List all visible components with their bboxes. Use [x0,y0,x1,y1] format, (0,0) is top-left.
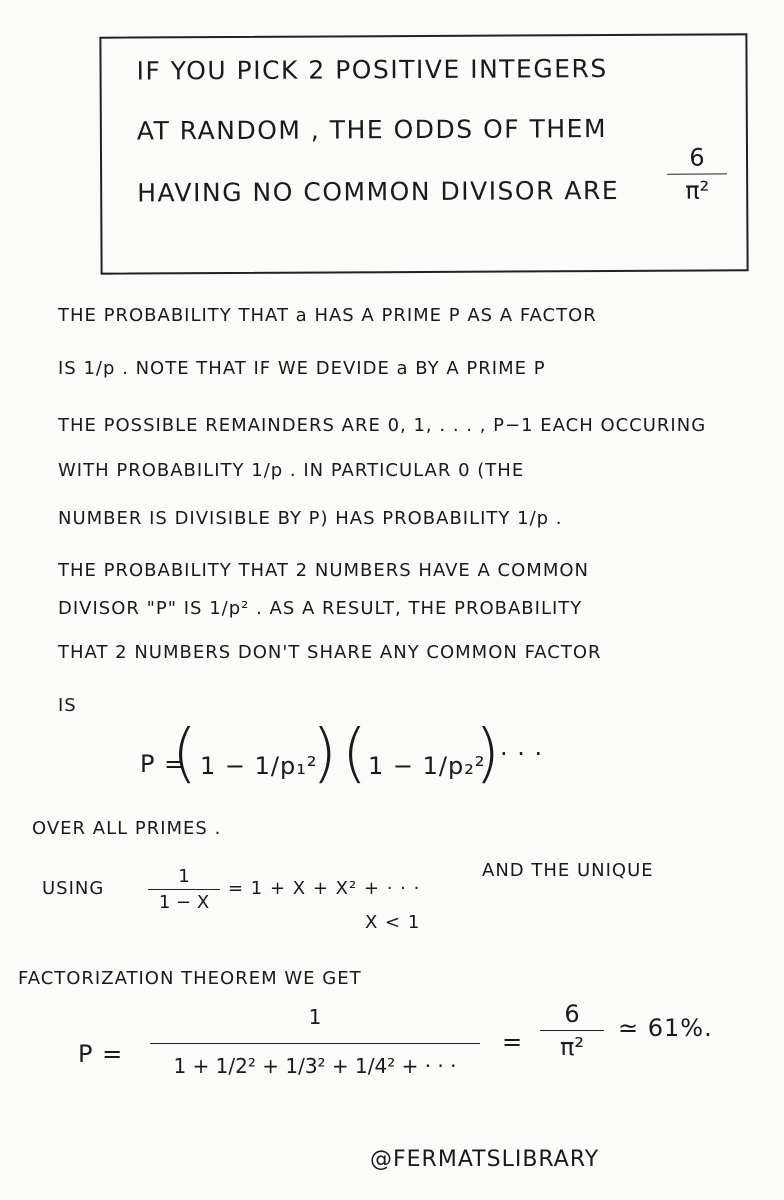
fraction-denominator: π² [685,176,710,205]
fraction-numerator: 6 [689,143,705,172]
statement-fraction [667,143,727,204]
eq2-denominator: 1 + 1/2² + 1/3² + 1/4² + · · · [173,1054,457,1078]
para-line-5: NUMBER IS DIVISIBLE BY P) HAS PROBABILITY 1/p . [58,508,563,529]
series-denominator: 1 − X [158,892,210,913]
eq2-result-bar [540,1030,604,1031]
eq1-term-1: 1 − 1/p₁² [200,752,318,780]
eq1-paren-open-1: ( [172,717,197,791]
statement-line-1: IF YOU PICK 2 POSITIVE INTEGERS [136,54,608,86]
over-all-primes: OVER ALL PRIMES . [32,818,222,839]
para-line-9: IS [58,695,77,716]
series-condition: X < 1 [365,912,421,933]
eq1-dots: · · · [500,740,544,768]
using-tail: AND THE UNIQUE [482,860,654,881]
para-line-1: THE PROBABILITY THAT a HAS A PRIME P AS A FACTOR [58,305,597,326]
statement-line-2: AT RANDOM , THE ODDS OF THEM [136,114,608,146]
para-line-4: WITH PROBABILITY 1/p . IN PARTICULAR 0 (THE [58,460,525,481]
signature: @FERMATSLIBRARY [370,1147,600,1172]
para-line-3: THE POSSIBLE REMAINDERS ARE 0, 1, . . . , P−1 EACH OCCURING [58,415,707,436]
eq2-lhs: P = [78,1040,124,1068]
eq2-bar [150,1043,480,1044]
factorization-line: FACTORIZATION THEOREM WE GET [18,968,362,989]
eq2-fraction [150,1005,480,1078]
using-word: USING [42,878,105,899]
eq2-result-denominator: π² [559,1033,585,1061]
para-line-7: DIVISOR "P" IS 1/p² . AS A RESULT, THE PROBABILITY [58,598,583,619]
series-rhs: = 1 + X + X² + · · · [228,878,421,899]
para-line-2: IS 1/p . NOTE THAT IF WE DEVIDE a BY A PRIME P [58,358,546,379]
series-bar [148,889,220,890]
eq1-paren-close-1: ) [312,717,337,791]
fraction-bar [667,173,727,174]
eq2-numerator: 1 [308,1005,322,1029]
eq2-approx: ≃ 61%. [618,1014,713,1042]
statement-box [99,33,748,274]
eq1-paren-close-2: ) [475,717,500,791]
series-numerator: 1 [178,866,190,887]
para-line-8: THAT 2 NUMBERS DON'T SHARE ANY COMMON FACTOR [58,642,602,663]
eq2-result-numerator: 6 [564,1000,580,1028]
eq1-paren-open-2: ( [342,717,367,791]
eq2-equals: = [502,1028,524,1056]
series-fraction [148,866,220,913]
statement-line-3: HAVING NO COMMON DIVISOR ARE [137,175,620,208]
eq1-term-2: 1 − 1/p₂² [368,752,486,780]
eq2-result-fraction [540,1000,604,1061]
eq1-lhs: P = [140,750,186,778]
para-line-6: THE PROBABILITY THAT 2 NUMBERS HAVE A COMMON [58,560,589,581]
